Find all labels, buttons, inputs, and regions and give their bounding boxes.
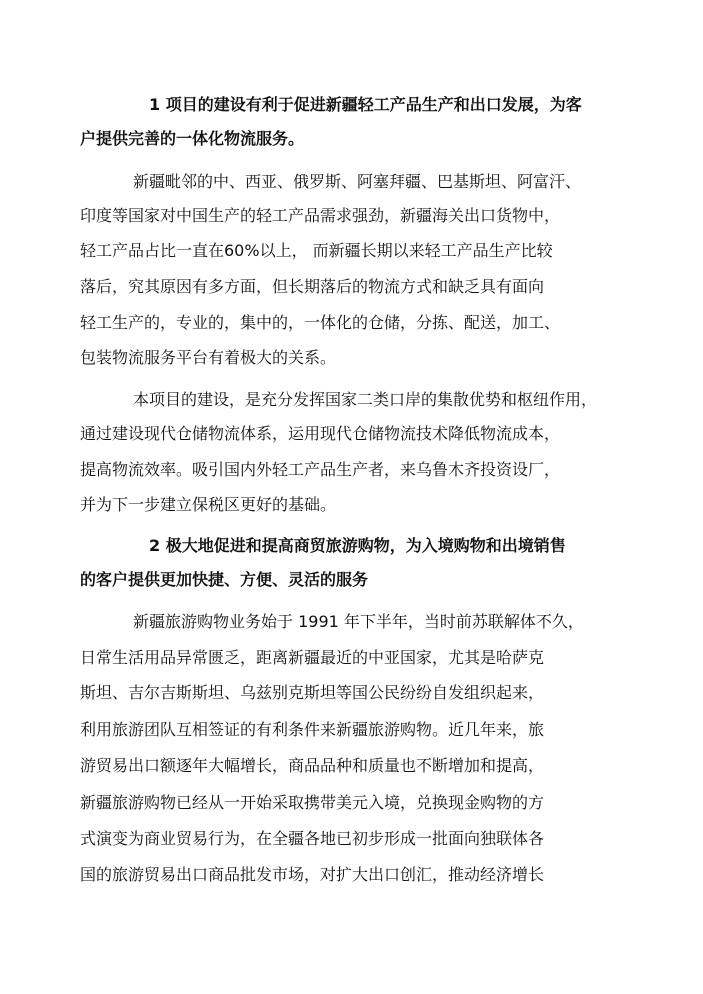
section1-paragraph1-line-2: 印度等国家对中国生产的轻工产品需求强劲，新疆海关出口货物中， xyxy=(80,206,561,225)
section2-paragraph1-line-7: 式演变为商业贸易行为，在全疆各地已初步形成一批面向独联体各 xyxy=(80,829,545,848)
section2-paragraph1-line-5: 游贸易出口额逐年大幅增长，商品品种和质量也不断增加和提高， xyxy=(80,756,545,775)
section2-paragraph1-line-6: 新疆旅游购物已经从一开始采取携带美元入境，兑换现金购物的方 xyxy=(80,793,545,812)
section1-paragraph2-line-1: 本项目的建设，是充分发挥国家二类口岸的集散优势和枢纽作用， xyxy=(133,390,598,409)
section2-heading-line-2: 的客户提供更加快捷、方便、灵活的服务 xyxy=(80,570,369,589)
section1-paragraph1-line-6: 包装物流服务平台有着极大的关系。 xyxy=(80,348,337,367)
section1-paragraph2-line-4: 并为下一步建立保税区更好的基础。 xyxy=(80,495,337,514)
section1-paragraph1-line-1: 新疆毗邻的中、西亚、俄罗斯、阿塞拜疆、巴基斯坦、阿富汗、 xyxy=(133,172,582,191)
section2-paragraph1-line-8: 国的旅游贸易出口商品批发市场，对扩大出口创汇，推动经济增长 xyxy=(80,865,545,884)
section1-paragraph1-line-3: 轻工产品占比一直在60%以上， 而新疆长期以来轻工产品生产比较 xyxy=(80,241,553,260)
section2-paragraph1-line-2: 日常生活用品异常匮乏，距离新疆最近的中亚国家，尤其是哈萨克 xyxy=(80,648,545,667)
section1-paragraph1-line-4: 落后，究其原因有多方面，但长期落后的物流方式和缺乏具有面向 xyxy=(80,277,545,296)
section1-paragraph2-line-2: 通过建设现代仓储物流体系，运用现代仓储物流技术降低物流成本， xyxy=(80,424,561,443)
section1-heading-line-1: 1 项目的建设有利于促进新疆轻工产品生产和出口发展，为客 xyxy=(149,95,582,114)
section1-paragraph2-line-3: 提高物流效率。吸引国内外轻工产品生产者，来乌鲁木齐投资设厂， xyxy=(80,460,561,479)
section1-heading-line-2: 户提供完善的一体化物流服务。 xyxy=(80,129,305,148)
section2-paragraph1-line-1: 新疆旅游购物业务始于 1991 年下半年，当时前苏联解体不久， xyxy=(133,612,584,631)
section2-paragraph1-line-3: 斯坦、吉尔吉斯斯坦、乌兹别克斯坦等国公民纷纷自发组织起来， xyxy=(80,683,545,702)
section2-paragraph1-line-4: 利用旅游团队互相签证的有利条件来新疆旅游购物。近几年来，旅 xyxy=(80,720,545,739)
section2-heading-line-1: 2 极大地促进和提高商贸旅游购物，为入境购物和出境销售 xyxy=(149,536,566,555)
section1-paragraph1-line-5: 轻工生产的，专业的，集中的，一体化的仓储，分拣、配送，加工、 xyxy=(80,313,561,332)
